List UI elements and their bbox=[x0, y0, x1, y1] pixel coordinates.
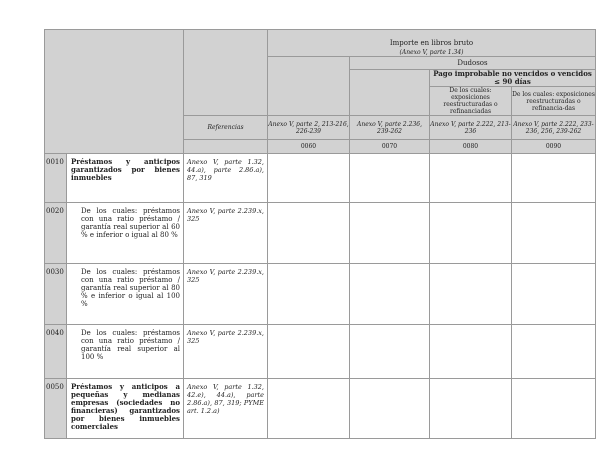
cell-0070 bbox=[350, 379, 430, 439]
cell-0090 bbox=[512, 379, 596, 439]
data-table bbox=[44, 29, 596, 439]
col-ref-0080: Anexo V, parte 2.222, 213-236 bbox=[430, 116, 512, 140]
cell-0080 bbox=[430, 203, 512, 264]
col-code-0060: 0060 bbox=[268, 140, 350, 154]
reestructuradas-header-2: De los cuales: exposiciones reestructuradas o refinancia-das bbox=[512, 87, 596, 116]
header-gross-blank bbox=[268, 57, 350, 116]
pago-improbable-header: Pago improbable no vencidos o vencidos ≤ 90 días bbox=[430, 70, 596, 87]
header-dudosos-blank bbox=[350, 70, 430, 116]
table-row bbox=[45, 203, 596, 264]
row-ref: Anexo V, parte 1.32, 44.a), parte 2.86.a), 87, 319 bbox=[184, 154, 268, 203]
cell-0060 bbox=[268, 264, 350, 325]
row-label: De los cuales: préstamos con una ratio préstamo / garantía real superior al 100 % bbox=[67, 325, 184, 379]
row-code: 0010 bbox=[45, 154, 67, 203]
cell-0060 bbox=[268, 325, 350, 379]
row-code: 0020 bbox=[45, 203, 67, 264]
cell-0060 bbox=[268, 154, 350, 203]
cell-0090 bbox=[512, 154, 596, 203]
cell-0090 bbox=[512, 325, 596, 379]
col-code-0080: 0080 bbox=[430, 140, 512, 154]
referencias-header: Referencias bbox=[184, 116, 268, 140]
row-ref: Anexo V, parte 1.32, 42.e), 44.a), parte 2.86.a), 87, 319; PYME art. 1.2.a) bbox=[184, 379, 268, 439]
cell-0080 bbox=[430, 325, 512, 379]
row-code: 0030 bbox=[45, 264, 67, 325]
dudosos-header: Dudosos bbox=[350, 57, 596, 70]
header-ref-blank bbox=[184, 30, 268, 116]
table-row bbox=[45, 154, 596, 203]
cell-0070 bbox=[350, 264, 430, 325]
header-code-blank bbox=[184, 140, 268, 154]
row-ref: Anexo V, parte 2.239.x, 325 bbox=[184, 264, 268, 325]
row-label: Préstamos y anticipos garantizados por bienes inmuebles bbox=[67, 154, 184, 203]
row-label: De los cuales: préstamos con una ratio préstamo / garantía real superior al 80 % e inferior o igual al 100 % bbox=[67, 264, 184, 325]
cell-0080 bbox=[430, 264, 512, 325]
cell-0080 bbox=[430, 379, 512, 439]
cell-0060 bbox=[268, 379, 350, 439]
row-ref: Anexo V, parte 2.239.x, 325 bbox=[184, 325, 268, 379]
cell-0090 bbox=[512, 264, 596, 325]
col-code-0070: 0070 bbox=[350, 140, 430, 154]
table-row bbox=[45, 325, 596, 379]
cell-0070 bbox=[350, 325, 430, 379]
importe-header bbox=[268, 30, 596, 57]
table-row bbox=[45, 264, 596, 325]
importe-subtitle: (Anexo V, parte 1.34) bbox=[399, 49, 464, 56]
row-label: De los cuales: préstamos con una ratio préstamo / garantía real superior al 60 % e inferior o igual al 80 % bbox=[67, 203, 184, 264]
col-code-0090: 0090 bbox=[512, 140, 596, 154]
col-ref-0070: Anexo V, parte 2.236, 239-262 bbox=[350, 116, 430, 140]
cell-0080 bbox=[430, 154, 512, 203]
cell-0060 bbox=[268, 203, 350, 264]
importe-title: Importe en libros bruto bbox=[389, 39, 474, 47]
cell-0090 bbox=[512, 203, 596, 264]
row-ref: Anexo V, parte 2.239.x, 325 bbox=[184, 203, 268, 264]
row-label: Préstamos y anticipos a pequeñas y medianas empresas (sociedades no financieras) garantizados por bienes inmuebles comerciales bbox=[67, 379, 184, 439]
col-ref-0060: Anexo V, parte 2, 213-216, 226-239 bbox=[268, 116, 350, 140]
col-ref-0090: Anexo V, parte 2.222, 233-236, 256, 239-262 bbox=[512, 116, 596, 140]
header-corner bbox=[45, 30, 184, 154]
cell-0070 bbox=[350, 203, 430, 264]
reestructuradas-header-1: De los cuales: exposiciones reestructuradas o refinanciadas bbox=[430, 87, 512, 116]
row-code: 0050 bbox=[45, 379, 67, 439]
row-code: 0040 bbox=[45, 325, 67, 379]
cell-0070 bbox=[350, 154, 430, 203]
table-row bbox=[45, 379, 596, 439]
